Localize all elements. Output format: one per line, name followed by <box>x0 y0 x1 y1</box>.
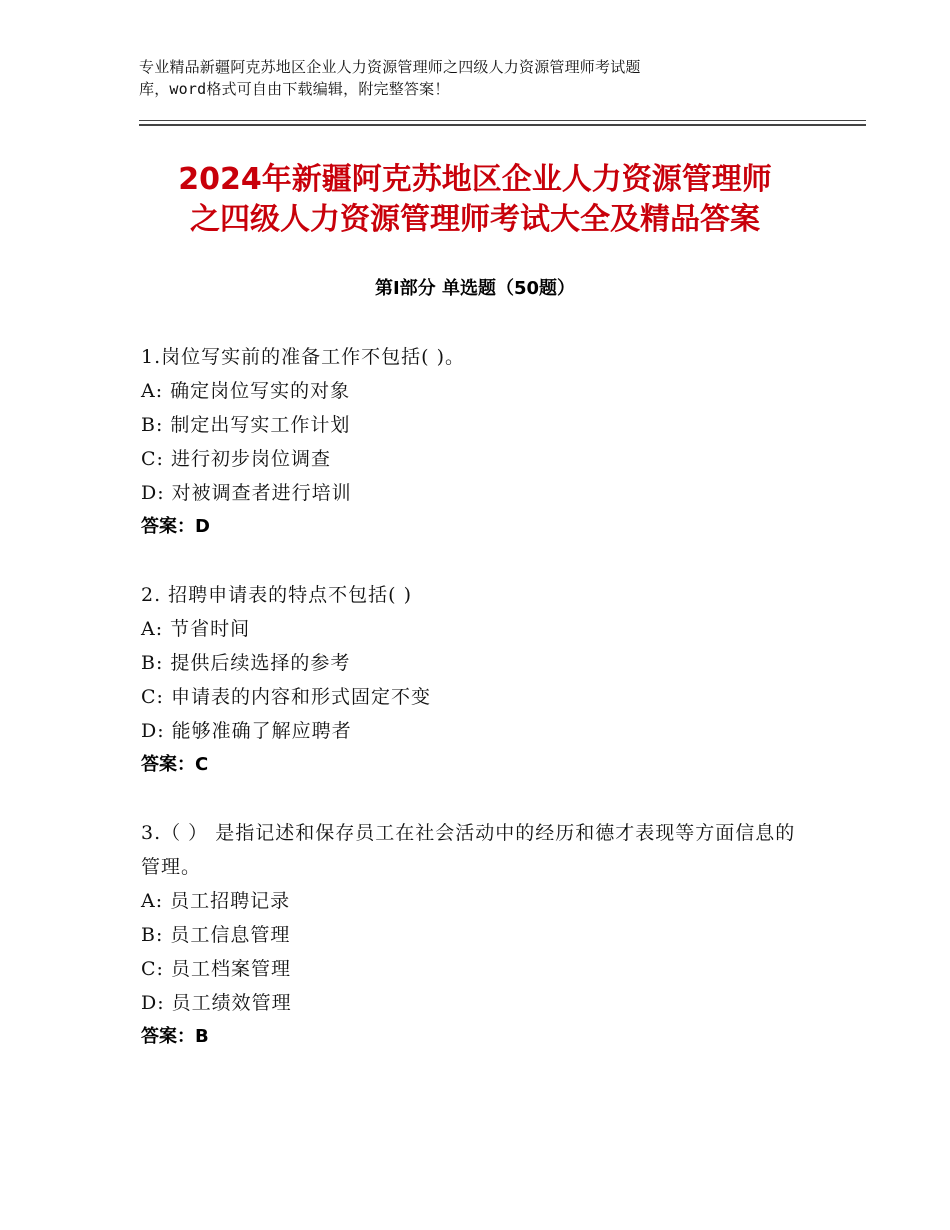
option-c: C: 申请表的内容和形式固定不变 <box>141 686 431 708</box>
option-b: B: 制定出写实工作计划 <box>141 414 351 436</box>
option-d: D: 员工绩效管理 <box>141 992 292 1014</box>
document-title-line-2: 之四级人力资源管理师考试大全及精品答案 <box>190 202 760 237</box>
header-note-line-2: 库，word格式可自由下载编辑，附完整答案！ <box>139 80 450 98</box>
option-a: A: 确定岗位写实的对象 <box>141 380 351 402</box>
option-b: B: 员工信息管理 <box>141 924 291 946</box>
header-divider-thick <box>139 124 866 126</box>
header-note <box>139 56 779 100</box>
question-list <box>141 340 821 1088</box>
option-c: C: 进行初步岗位调查 <box>141 448 331 470</box>
header-divider-thin <box>139 120 866 121</box>
header-note-line-1: 专业精品新疆阿克苏地区企业人力资源管理师之四级人力资源管理师考试题 <box>139 58 641 76</box>
answer-label: 答案：B <box>141 1026 209 1047</box>
option-c: C: 员工档案管理 <box>141 958 291 980</box>
answer-label: 答案：C <box>141 754 209 775</box>
option-a: A: 员工招聘记录 <box>141 890 291 912</box>
document-title-line-1: 2024年新疆阿克苏地区企业人力资源管理师 <box>178 162 772 197</box>
option-d: D: 对被调查者进行培训 <box>141 482 352 504</box>
question-stem: 1.岗位写实前的准备工作不包括( )。 <box>141 346 465 368</box>
question-stem: 3.（ ） 是指记述和保存员工在社会活动中的经历和德才表现等方面信息的管理。 <box>141 822 796 878</box>
question-1 <box>141 340 821 544</box>
question-3 <box>141 816 821 1054</box>
option-d: D: 能够准确了解应聘者 <box>141 720 352 742</box>
question-2 <box>141 578 821 782</box>
option-a: A: 节省时间 <box>141 618 251 640</box>
option-b: B: 提供后续选择的参考 <box>141 652 351 674</box>
part-heading: 第Ⅰ部分 单选题（50题） <box>374 278 575 299</box>
question-stem: 2. 招聘申请表的特点不包括( ) <box>141 584 413 606</box>
document-title <box>60 160 890 240</box>
answer-label: 答案：D <box>141 516 210 537</box>
